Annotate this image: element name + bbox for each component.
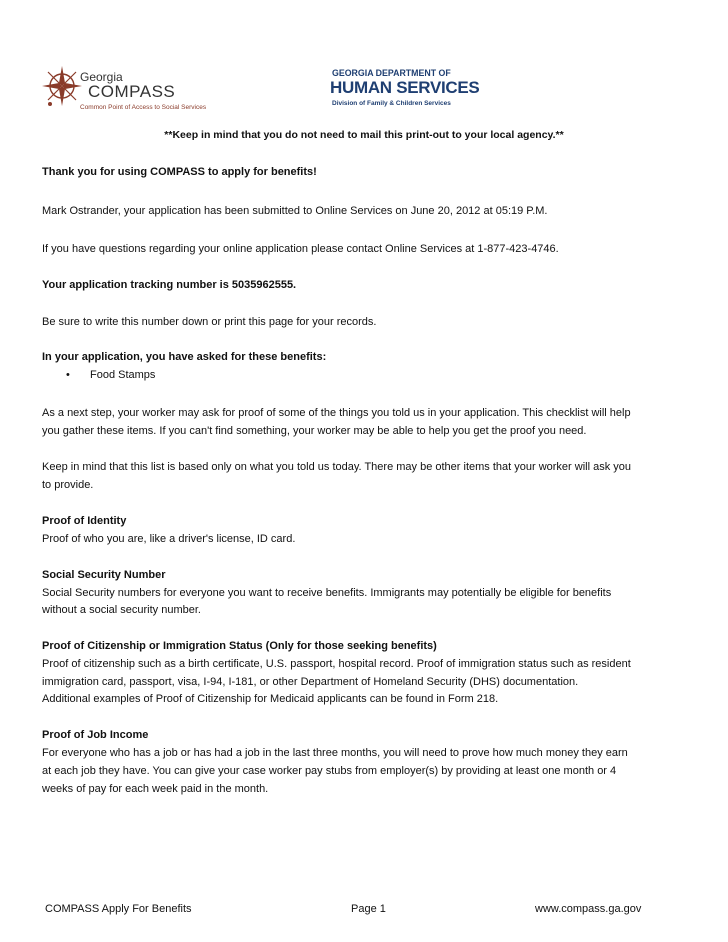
section-text-job-income-3: weeks of pay for each week paid in the month. — [42, 783, 269, 795]
footer-website: www.compass.ga.gov — [535, 903, 642, 915]
keep-in-mind-line1: Keep in mind that this list is based only on what you told us today. There may be other items that your worker will ask you — [42, 461, 631, 473]
dhs-logo-line2: HUMAN SERVICES — [330, 78, 480, 97]
tracking-number: Your application tracking number is 5035962555. — [42, 279, 297, 291]
next-step-line2: you gather these items. If you can't find something, your worker may be able to help you get the proof you need. — [42, 425, 587, 437]
mail-notice: **Keep in mind that you do not need to mail this print-out to your local agency.** — [164, 129, 564, 141]
compass-logo-tagline: Common Point of Access to Social Services — [80, 104, 207, 111]
section-text-ssn-1: Social Security numbers for everyone you want to receive benefits. Immigrants may potentially be eligible for benefits — [42, 587, 612, 599]
write-down-reminder: Be sure to write this number down or print this page for your records. — [42, 316, 377, 328]
section-title-job-income: Proof of Job Income — [42, 729, 149, 741]
benefits-heading: In your application, you have asked for these benefits: — [42, 351, 327, 363]
compass-logo-name: COMPASS — [88, 82, 176, 101]
thank-you-heading: Thank you for using COMPASS to apply for benefits! — [42, 166, 317, 178]
section-text-job-income-2: at each job they have. You can give your case worker pay stubs from employer(s) by providing at least one month or 4 — [42, 765, 617, 777]
section-text-citizenship-1: Proof of citizenship such as a birth certificate, U.S. passport, hospital record. Proof of immigration status such as resident — [42, 658, 631, 670]
compass-logo-state: Georgia — [80, 70, 123, 84]
section-title-ssn: Social Security Number — [42, 569, 166, 581]
dhs-logo-line3: Division of Family & Children Services — [332, 100, 451, 107]
list-item: Food Stamps — [90, 369, 156, 381]
bullet-icon: • — [66, 369, 70, 381]
next-step-line1: As a next step, your worker may ask for proof of some of the things you told us in your application. This checklist will help — [42, 407, 631, 419]
keep-in-mind-line2: to provide. — [42, 479, 94, 491]
section-text-citizenship-2: immigration card, passport, visa, I-94, I-181, or other Department of Homeland Security (DHS) documentation. — [42, 676, 579, 688]
footer-title: COMPASS Apply For Benefits — [45, 903, 192, 915]
section-title-citizenship: Proof of Citizenship or Immigration Status (Only for those seeking benefits) — [42, 640, 437, 652]
section-title-identity: Proof of Identity — [42, 515, 127, 527]
section-text-citizenship-3: Additional examples of Proof of Citizenship for Medicaid applicants can be found in Form 218. — [42, 693, 499, 705]
contact-info: If you have questions regarding your online application please contact Online Services at 1-877-423-4746. — [42, 243, 559, 255]
submission-confirmation: Mark Ostrander, your application has been submitted to Online Services on June 20, 2012 at 05:19 P.M. — [42, 205, 548, 217]
section-text-ssn-2: without a social security number. — [42, 604, 201, 616]
section-text-job-income-1: For everyone who has a job or has had a job in the last three months, you will need to prove how much money they earn — [42, 747, 628, 759]
compass-logo — [40, 64, 230, 114]
footer-page-number: Page 1 — [351, 903, 386, 915]
dhs-logo — [330, 68, 500, 112]
section-text-identity: Proof of who you are, like a driver's license, ID card. — [42, 533, 296, 545]
dhs-logo-line1: GEORGIA DEPARTMENT OF — [332, 68, 451, 78]
